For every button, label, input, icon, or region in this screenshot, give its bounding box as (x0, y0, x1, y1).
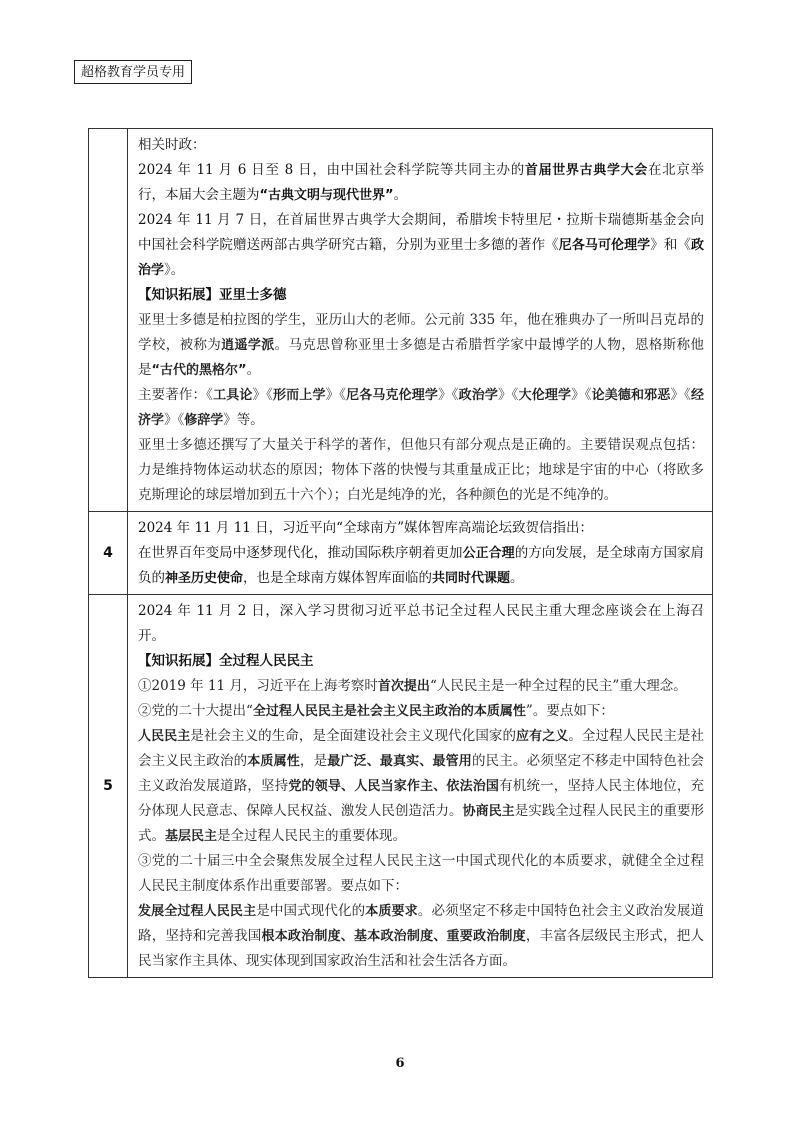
student-only-stamp: 超格教育学员专用 (74, 60, 192, 84)
row-content (128, 512, 712, 594)
paragraph: 在世界百年变局中逐梦现代化，推动国际秩序朝着更加公正合理的方向发展，是全球南方国家肩负的神圣历史使命，也是全球南方媒体智库面临的共同时代课题。 (138, 545, 704, 586)
paragraph: 相关时政： (138, 137, 206, 153)
table-row (89, 129, 712, 511)
section-heading: 【知识拓展】全过程人民民主 (138, 653, 314, 669)
content-table (88, 128, 713, 978)
paragraph: ①2019 年 11 月，习近平在上海考察时首次提出“人民民主是一种全过程的民主”重大理念。 (138, 678, 687, 694)
paragraph: 2024 年 11 月 11 日，习近平向“全球南方”媒体智库高端论坛致贺信指出： (138, 520, 593, 536)
section-heading: 【知识拓展】亚里士多德 (138, 287, 287, 303)
paragraph: 主要著作：《工具论》《形而上学》《尼各马克伦理学》《政治学》《大伦理学》《论美德和邪恶》《经济学》《修辞学》等。 (138, 387, 705, 428)
paragraph: 亚里士多德还撰写了大量关于科学的著作，但他只有部分观点是正确的。主要错误观点包括：力是维持物体运动状态的原因；物体下落的快慢与其重量成正比；地球是宇宙的中心（将欧多克斯理论的球层增加到五十六个）；白光是纯净的光，各种颜色的光是不纯净的。 (138, 437, 704, 503)
paragraph: 2024 年 11 月 7 日，在首届世界古典学大会期间，希腊埃卡特里尼・拉斯卡瑞德斯基金会向中国社会科学院赠送两部古典学研究古籍，分别为亚里士多德的著作《尼各马可伦理学》和《政治学》。 (138, 212, 704, 278)
paragraph: 亚里士多德是柏拉图的学生，亚历山大的老师。公元前 335 年，他在雅典办了一所叫吕克昂的学校，被称为逍遥学派。马克思曾称亚里士多德是古希腊哲学家中最博学的人物，恩格斯称他是“古代的黑格尔”。 (138, 312, 705, 378)
row-number (89, 129, 128, 511)
paragraph: 2024 年 11 月 2 日，深入学习贯彻习近平总书记全过程人民民主重大理念座谈会在上海召开。 (138, 603, 704, 644)
table-row (89, 594, 712, 977)
page-number: 6 (395, 1056, 405, 1071)
paragraph: 发展全过程人民民主是中国式现代化的本质要求。必须坚定不移走中国特色社会主义政治发展道路，坚持和完善我国根本政治制度、基本政治制度、重要政治制度，丰富各层级民主形式，把人民当家作主具体、现实体现到国家政治生活和社会生活各方面。 (138, 903, 705, 969)
paragraph: ②党的二十大提出“全过程人民民主是社会主义民主政治的本质属性”。要点如下： (138, 703, 614, 719)
table-row (89, 511, 712, 594)
row-number: 5 (89, 595, 128, 977)
paragraph: 2024 年 11 月 6 日至 8 日，由中国社会科学院等共同主办的首届世界古典学大会在北京举行，本届大会主题为“古典文明与现代世界”。 (138, 162, 704, 203)
paragraph: ③党的二十届三中全会聚焦发展全过程人民民主这一中国式现代化的本质要求，就健全全过程人民民主制度体系作出重要部署。要点如下： (138, 853, 704, 894)
paragraph: 人民民主是社会主义的生命，是全面建设社会主义现代化国家的应有之义。全过程人民民主是社会主义民主政治的本质属性，是最广泛、最真实、最管用的民主。必须坚定不移走中国特色社会主义政治发展道路，坚持党的领导、人民当家作主、依法治国有机统一，坚持人民主体地位，充分体现人民意志、保障人民权益、激发人民创造活力。协商民主是实践全过程人民民主的重要形式。基层民主是全过程人民民主的重要体现。 (138, 728, 705, 844)
row-number: 4 (89, 512, 128, 594)
row-content (128, 129, 712, 511)
row-content (128, 595, 712, 977)
